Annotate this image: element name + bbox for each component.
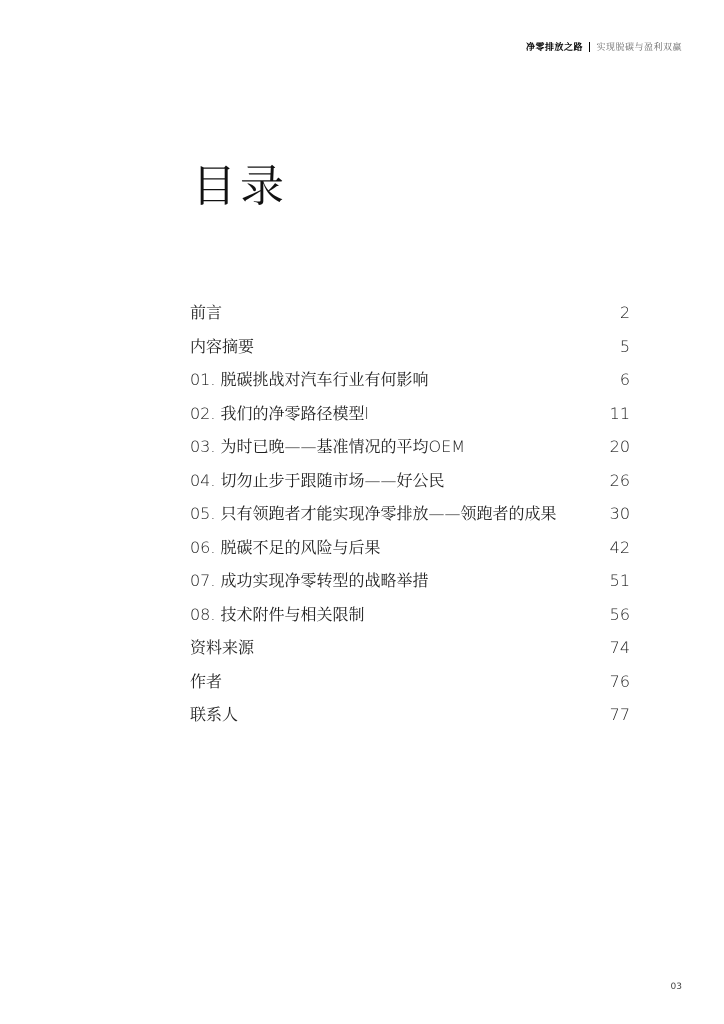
report-subtitle: 实现脱碳与盈利双赢 <box>596 43 682 53</box>
toc-entry-chapter-08[interactable] <box>190 602 630 636</box>
toc-entry-title: 内容摘要 <box>190 336 255 356</box>
toc-entry-title: 07. 成功实现净零转型的战略举措 <box>190 571 429 590</box>
toc-entry-page: 51 <box>609 571 630 590</box>
toc-entry-title: 联系人 <box>190 705 239 724</box>
toc-entry-sources[interactable] <box>190 635 630 669</box>
toc-entry-title: 02. 我们的净零路径模型l <box>190 403 369 423</box>
toc-entry-chapter-05[interactable] <box>190 501 630 535</box>
toc-entry-page: 77 <box>609 705 630 724</box>
toc-entry-title: 04. 切勿止步于跟随市场——好公民 <box>190 470 445 490</box>
toc-entry-chapter-03[interactable] <box>190 434 630 468</box>
page-number: 03 <box>670 982 682 992</box>
toc-entry-title: 06. 脱碳不足的风险与后果 <box>190 537 381 557</box>
toc-entry-title: 作者 <box>190 671 223 691</box>
toc-entry-chapter-04[interactable] <box>190 468 630 502</box>
toc-entry-title: 01. 脱碳挑战对汽车行业有何影响 <box>190 370 429 389</box>
toc-entry-title: 资料来源 <box>190 638 255 657</box>
toc-entry-chapter-06[interactable] <box>190 535 630 569</box>
report-title: 净零排放之路 <box>525 43 583 53</box>
toc-entry-page: 76 <box>609 671 630 691</box>
toc-entry-page: 30 <box>609 504 630 523</box>
toc-entry-executive-summary[interactable] <box>190 334 630 368</box>
toc-entry-page: 26 <box>609 470 630 490</box>
toc-entry-contacts[interactable] <box>190 702 630 736</box>
toc-entry-title: 05. 只有领跑者才能实现净零排放——领跑者的成果 <box>190 504 557 523</box>
toc-entry-page: 2 <box>619 303 630 322</box>
running-header <box>526 40 682 53</box>
toc-entry-chapter-01[interactable] <box>190 367 630 401</box>
toc-entry-page: 11 <box>609 403 630 423</box>
toc-entry-title: 前言 <box>190 303 223 322</box>
toc-title: 目录 <box>192 161 288 212</box>
toc-entry-chapter-02[interactable] <box>190 401 630 435</box>
toc-entry-page: 6 <box>619 370 630 389</box>
toc-entry-page: 56 <box>609 604 630 624</box>
toc-entry-page: 74 <box>609 638 630 657</box>
toc-entry-page: 42 <box>609 537 630 557</box>
toc-entry-title: 08. 技术附件与相关限制 <box>190 604 365 624</box>
header-separator <box>589 42 591 52</box>
toc-entry-chapter-07[interactable] <box>190 568 630 602</box>
toc-entry-foreword[interactable] <box>190 300 630 334</box>
toc-entry-authors[interactable] <box>190 669 630 703</box>
toc-entry-title: 03. 为时已晚——基准情况的平均OEM <box>190 437 466 456</box>
toc-entry-page: 5 <box>619 336 630 356</box>
toc-entry-page: 20 <box>609 437 630 456</box>
table-of-contents <box>190 300 630 736</box>
